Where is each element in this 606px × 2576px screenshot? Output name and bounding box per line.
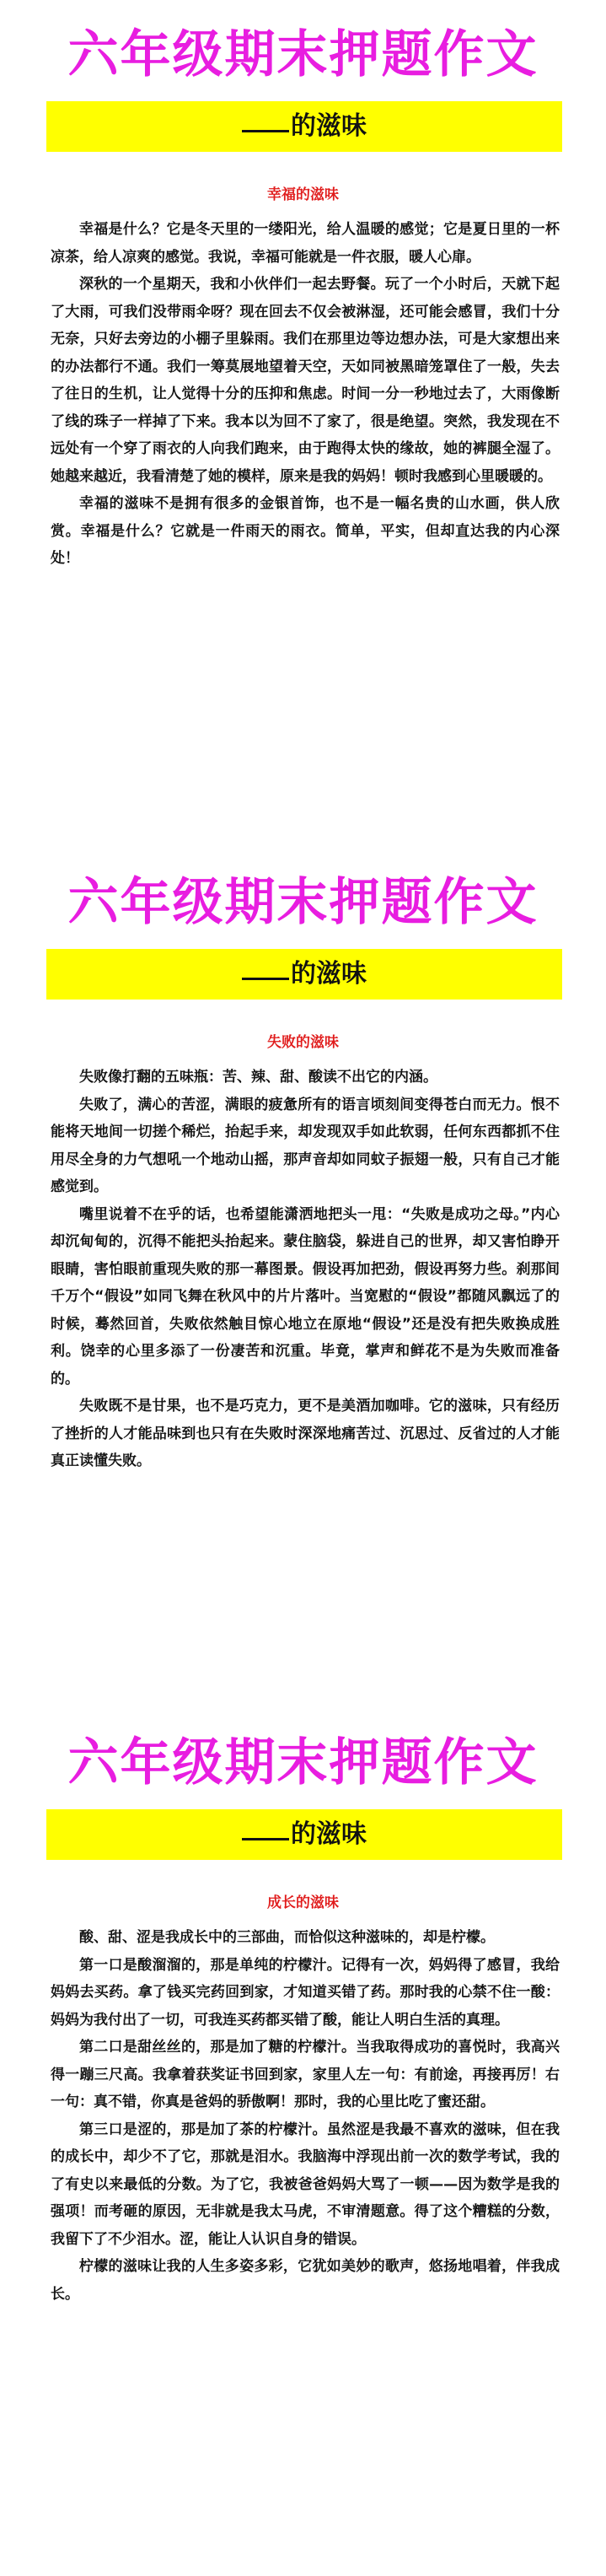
paragraph: 幸福的滋味不是拥有很多的金银首饰，也不是一幅名贵的山水画，供人欣赏。幸福是什么？它就是一件雨天的雨衣。简单，平实，但却直达我的内心深处！ (51, 495, 560, 567)
paragraph: 柠檬的滋味让我的人生多姿多彩，它犹如美妙的歌声，悠扬地唱着，伴我成长。 (51, 2258, 560, 2303)
main-title: 六年级期末押题作文 (67, 1733, 539, 1792)
essay-title: 成长的滋味 (267, 1894, 339, 1911)
subtitle-banner (46, 949, 562, 1000)
paragraph: 第一口是酸溜溜的，那是单纯的柠檬汁。记得有一次，妈妈得了感冒，我给妈妈去买药。拿了钱买完药回到家，才知道买错了药。那时我的心禁不住一酸：妈妈为我付出了一切，可我连买药都买错了酸，能让人明白生活的真理。 (51, 1956, 560, 2029)
paragraph: 第二口是甜丝丝的，那是加了糖的柠檬汁。当我取得成功的喜悦时，我高兴得一蹦三尺高。我拿着获奖证书回到家，家里人左一句：有前途，再接再厉！右一句：真不错，你真是爸妈的骄傲啊！那时，我的心里比吃了蜜还甜。 (51, 2039, 560, 2110)
subtitle-text: 的滋味 (291, 959, 367, 989)
paragraph: 幸福是什么？它是冬天里的一缕阳光，给人温暖的感觉；它是夏日里的一杯凉茶，给人凉爽的感觉。我说，幸福可能就是一件衣服，暖人心扉。 (51, 221, 560, 266)
essay-title: 失败的滋味 (267, 1034, 339, 1051)
main-title: 六年级期末押题作文 (67, 873, 539, 932)
essay-section-2 (0, 865, 606, 1708)
paragraph: 酸、甜、涩是我成长中的三部曲，而恰似这种滋味的，却是柠檬。 (79, 1929, 495, 1946)
essay-body (51, 1924, 560, 2308)
essay-body (51, 1064, 560, 1475)
paragraph: 深秋的一个星期天，我和小伙伴们一起去野餐。玩了一个小时后，天就下起了大雨，可我们没带雨伞呀？现在回去不仅会被淋湿，还可能会感冒，我们十分无奈，只好去旁边的小棚子里躲雨。我们在那里边等边想办法，可是大家想出来的办法都行不通。我们一筹莫展地望着天空，天如同被黑暗笼罩住了一般，失去了往日的生机，让人觉得十分的压抑和焦虑。时间一分一秒地过去了，大雨像断了线的珠子一样掉了下来。我本以为回不了家了，很是绝望。突然，我发现在不远处有一个穿了雨衣的人向我们跑来，由于跑得太快的缘故，她的裤腿全湿了。她越来越近，我看清楚了她的模样，原来是我的妈妈！顿时我感到心里暖暖的。 (51, 276, 560, 485)
essay-section-1 (0, 17, 606, 860)
essay-body (51, 216, 560, 573)
paragraph: 第三口是涩的，那是加了茶的柠檬汁。虽然涩是我最不喜欢的滋味，但在我的成长中，却少不了它，那就是泪水。我脑海中浮现出前一次的数学考试，我的了有史以来最低的分数。为了它，我被爸爸妈妈大骂了一顿——因为数学是我的强项！而考砸的原因，无非就是我太马虎，不审清题意。得了这个糟糕的分数，我留下了不少泪水。涩，能让人认识自身的错误。 (51, 2121, 560, 2248)
essay-section-3 (0, 1725, 606, 2568)
main-title: 六年级期末押题作文 (67, 25, 539, 84)
paragraph: 失败了，满心的苦涩，满眼的疲惫所有的语言顷刻间变得苍白而无力。恨不能将天地间一切搓个稀烂，抬起手来，却发现双手如此软弱，任何东西都抓不住用尽全身的力气想吼一个地动山摇，那声音却如同蚊子振翅一般，只有自己才能感觉到。 (51, 1096, 560, 1195)
subtitle-text: 的滋味 (291, 111, 367, 141)
subtitle-banner (46, 101, 562, 152)
paragraph: 嘴里说着不在乎的话，也希望能潇洒地把头一甩：“失败是成功之母。”内心却沉甸甸的，沉得不能把头抬起来。蒙住脑袋，躲进自己的世界，却又害怕睁开眼睛，害怕眼前重现失败的那一幕图景。假设再加把劲，假设再努力些。刹那间千万个“假设”如同飞舞在秋风中的片片落叶。当宽慰的“假设”都随风飘远了的时候，蓦然回首，失败依然触目惊心地立在原地“假设”还是没有把失败换成胜利。饶幸的心里多添了一份凄苦和沉重。毕竟，掌声和鲜花不是为失败而准备的。 (51, 1205, 560, 1388)
paragraph: 失败既不是甘果，也不是巧克力，更不是美酒加咖啡。它的滋味，只有经历了挫折的人才能品味到也只有在失败时深深地痛苦过、沉思过、反省过的人才能真正读懂失败。 (51, 1398, 560, 1469)
paragraph: 失败像打翻的五味瓶：苦、辣、甜、酸读不出它的内涵。 (79, 1069, 437, 1086)
subtitle-blank-line (242, 1809, 289, 1840)
subtitle-banner (46, 1809, 562, 1860)
essay-title: 幸福的滋味 (267, 186, 339, 203)
subtitle-text: 的滋味 (291, 1819, 367, 1849)
subtitle-blank-line (242, 949, 289, 980)
subtitle-blank-line (242, 101, 289, 132)
